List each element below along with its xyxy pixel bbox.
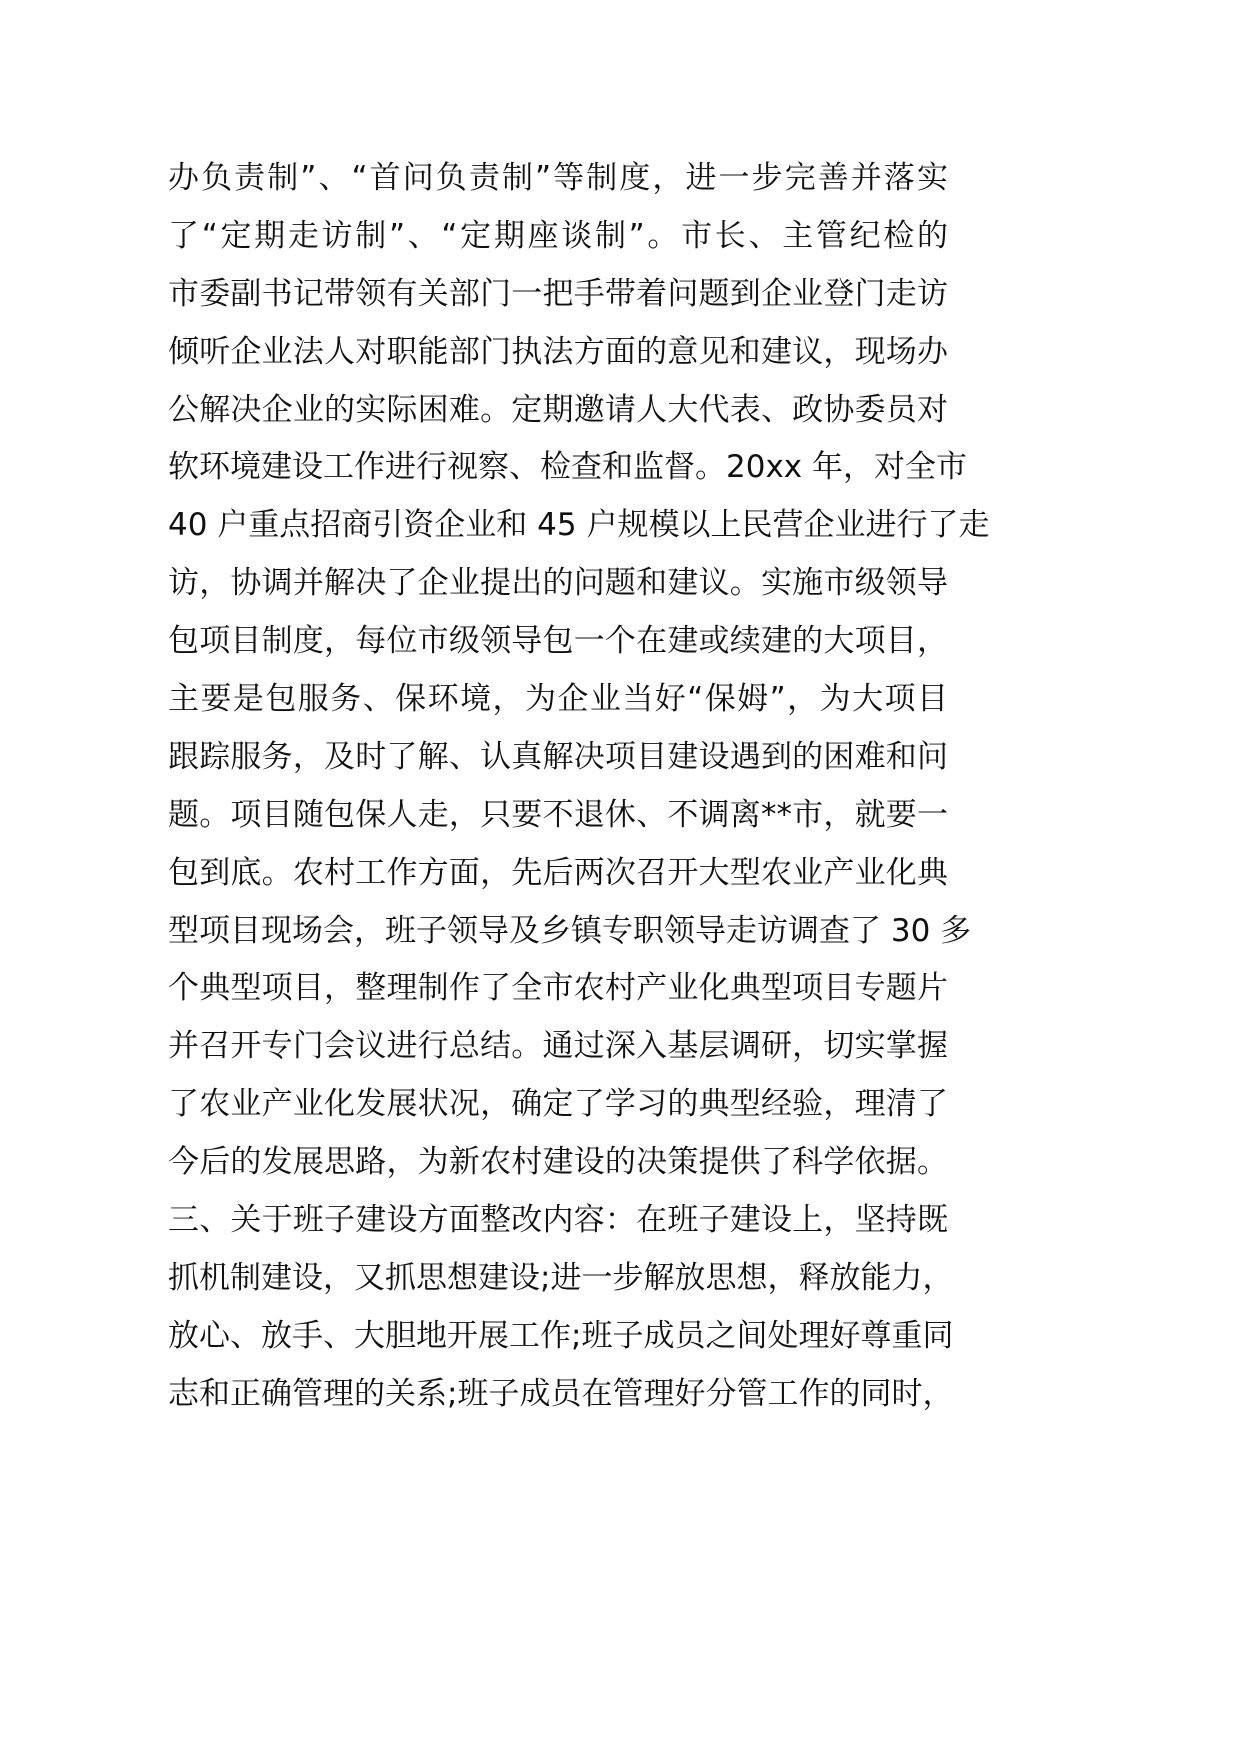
text-line: 志和正确管理的关系;班子成员在管理好分管工作的同时，	[168, 1375, 954, 1412]
text-line: 包项目制度，每位市级领导包一个在建或续建的大项目，	[168, 623, 948, 660]
text-line: 软环境建设工作进行视察、检查和监督。20xx 年，对全市	[168, 449, 967, 486]
text-line: 抓机制建设，又抓思想建设;进一步解放思想，释放能力，	[168, 1259, 954, 1296]
text-line: 个典型项目，整理制作了全市农村产业化典型项目专题片	[168, 970, 948, 1007]
text-line: 并召开专门会议进行总结。通过深入基层调研，切实掌握	[168, 1028, 948, 1065]
text-line: 了“定期走访制”、“定期座谈制”。市长、主管纪检的	[168, 217, 948, 254]
text-line: 型项目现场会，班子领导及乡镇专职领导走访调查了 30 多	[168, 912, 972, 949]
text-line: 市委副书记带领有关部门一把手带着问题到企业登门走访	[168, 275, 948, 312]
text-line: 主要是包服务、保环境，为企业当好“保姆”，为大项目	[168, 681, 948, 718]
text-line: 公解决企业的实际困难。定期邀请人大代表、政协委员对	[168, 391, 948, 428]
text-line: 三、关于班子建设方面整改内容：在班子建设上，坚持既	[168, 1202, 948, 1239]
text-line: 了农业产业化发展状况，确定了学习的典型经验，理清了	[168, 1086, 948, 1123]
text-line: 题。项目随包保人走，只要不退休、不调离**市，就要一	[168, 796, 948, 833]
text-line: 倾听企业法人对职能部门执法方面的意见和建议，现场办	[168, 333, 948, 370]
text-line: 今后的发展思路，为新农村建设的决策提供了科学依据。	[168, 1144, 948, 1181]
body-text	[168, 150, 990, 1424]
text-line: 包到底。农村工作方面，先后两次召开大型农业产业化典	[168, 854, 948, 891]
text-line: 放心、放手、大胆地开展工作;班子成员之间处理好尊重同	[168, 1317, 954, 1354]
text-line: 访，协调并解决了企业提出的问题和建议。实施市级领导	[168, 565, 948, 602]
text-line: 跟踪服务，及时了解、认真解决项目建设遇到的困难和问	[168, 738, 948, 775]
text-line: 40 户重点招商引资企业和 45 户规模以上民营企业进行了走	[168, 507, 990, 544]
text-line: 办负责制”、“首问负责制”等制度，进一步完善并落实	[168, 160, 948, 196]
